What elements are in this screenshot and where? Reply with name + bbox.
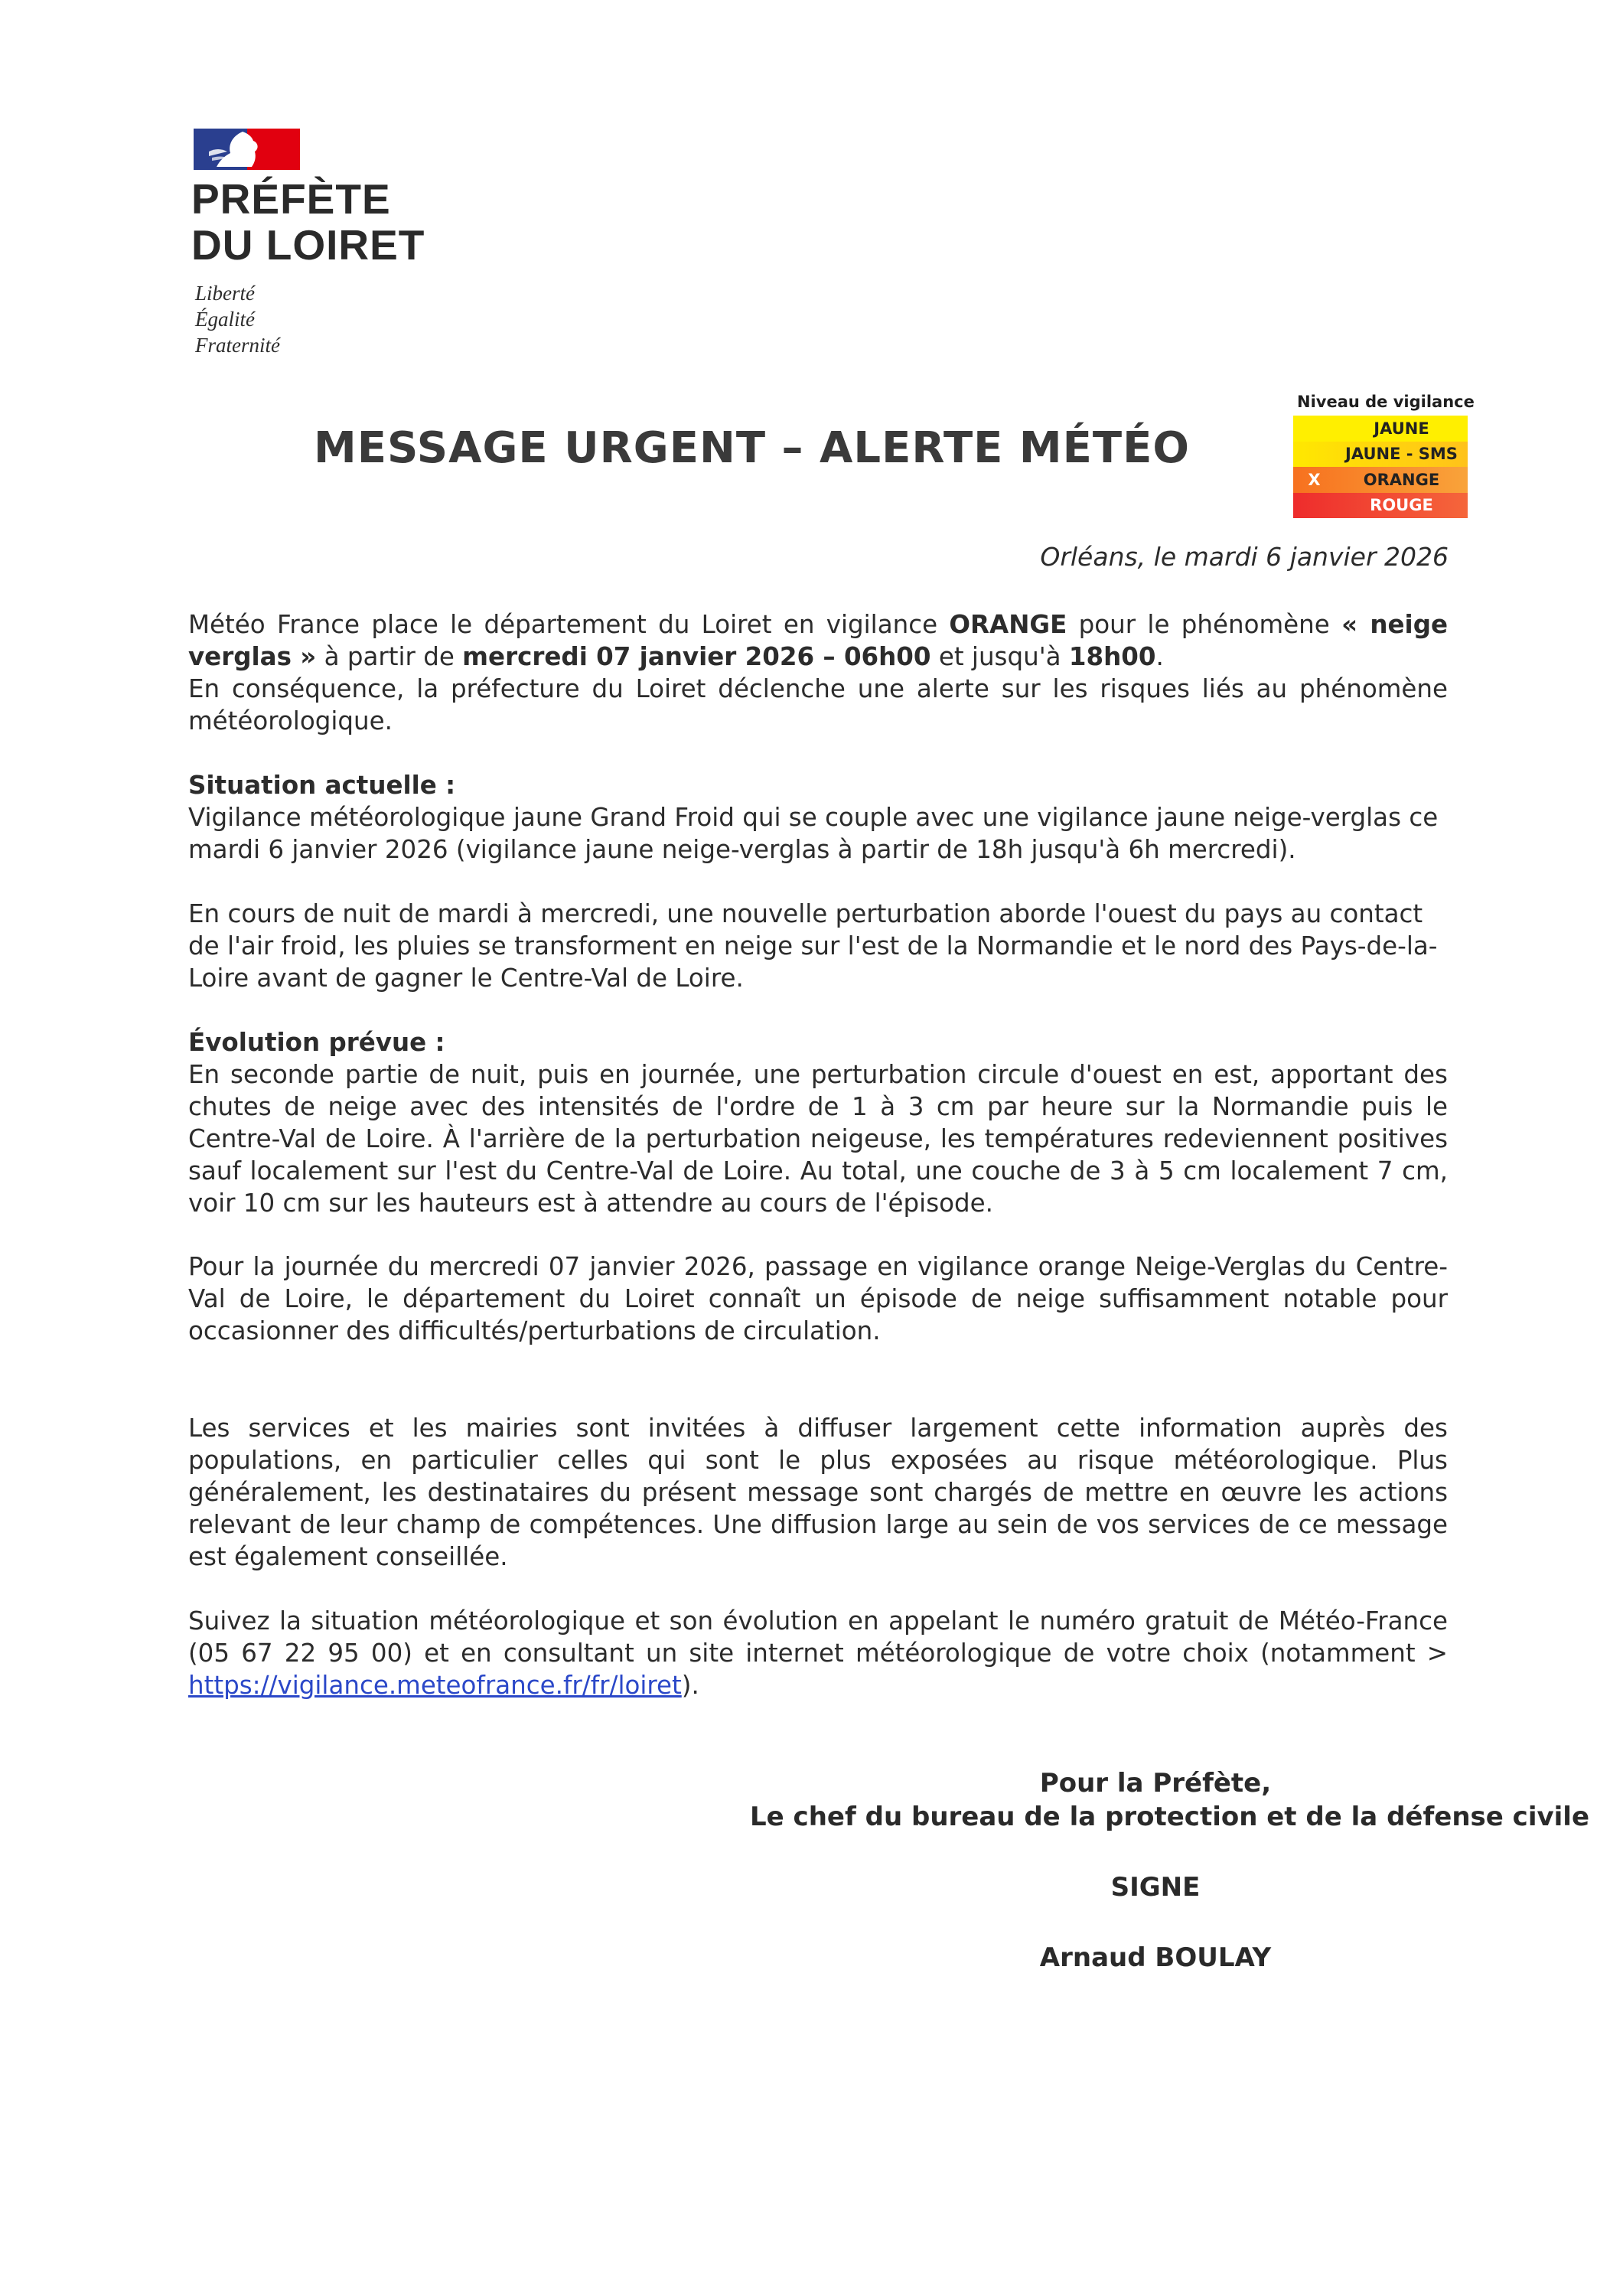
date-line: Orléans, le mardi 6 janvier 2026 bbox=[1040, 542, 1449, 572]
vigilance-level-table bbox=[1293, 416, 1468, 518]
vigilance-level-label: JAUNE bbox=[1374, 419, 1429, 438]
motto-liberte: Liberté bbox=[195, 282, 255, 305]
marianne-logo-icon bbox=[194, 129, 300, 170]
vigilance-level-label: JAUNE - SMS bbox=[1345, 445, 1458, 464]
vigilance-color-text: ORANGE bbox=[949, 610, 1067, 639]
evolution-section bbox=[188, 1026, 1448, 1219]
meteofrance-vigilance-link[interactable]: https://vigilance.meteofrance.fr/fr/loiret bbox=[188, 1671, 682, 1700]
prefecture-name-line2: DU LOIRET bbox=[191, 221, 425, 269]
vigilance-level-label: ROUGE bbox=[1370, 496, 1433, 515]
situation-paragraph-2: En cours de nuit de mardi à mercredi, une nouvelle perturbation aborde l'ouest du pays au contact de l'air froid, les pluies se transforment en neige sur l'est de la Normandie et le nord des Pays-de-la-Loire avant de gagner le Centre-Val de Loire. bbox=[188, 899, 1438, 993]
vigilance-level-orange bbox=[1293, 467, 1468, 493]
start-datetime: mercredi 07 janvier 2026 – 06h00 bbox=[462, 642, 931, 671]
vigilance-level-jaune bbox=[1293, 416, 1468, 442]
intro-section bbox=[188, 608, 1448, 737]
situation-heading: Situation actuelle : bbox=[188, 771, 456, 800]
signature-line-prefete: Pour la Préfète, bbox=[1039, 1768, 1272, 1799]
document-title: MESSAGE URGENT – ALERTE MÉTÉO bbox=[314, 423, 1190, 473]
prefecture-name-line1: PRÉFÈTE bbox=[191, 175, 391, 223]
situation-paragraph-1: Vigilance météorologique jaune Grand Froid qui se couple avec une vigilance jaune neige-verglas ce mardi 6 janvier 2026 (vigilance jaune neige-verglas à partir de 18h jusqu'à 6h mercredi). bbox=[188, 803, 1439, 864]
evolution-paragraph-2: Pour la journée du mercredi 07 janvier 2026, passage en vigilance orange Neige-Verglas du Centre-Val de Loire, le département du Loiret connaît un épisode de neige suffisamment notable pour occasionner des difficultés/perturbations de circulation. bbox=[188, 1252, 1448, 1345]
prefecture-name bbox=[191, 176, 425, 268]
services-section bbox=[188, 1412, 1448, 1573]
motto-egalite: Égalité bbox=[195, 308, 255, 331]
phenomenon-text: « neige verglas » bbox=[188, 610, 1448, 671]
vigilance-level-jaune-sms bbox=[1293, 442, 1468, 468]
vigilance-selected-mark: X bbox=[1308, 470, 1321, 489]
signature-signe: SIGNE bbox=[1110, 1872, 1201, 1903]
signature-block bbox=[750, 1766, 1589, 1975]
signature-line-chef: Le chef du bureau de la protection et de la défense civile bbox=[750, 1802, 1589, 1832]
intro-paragraph: Météo France place le département du Loiret en vigilance ORANGE pour le phénomène « neige verglas » à partir de mercredi 07 janvier 2026 – 06h00 et jusqu'à 18h00. bbox=[188, 610, 1448, 671]
end-time: 18h00 bbox=[1068, 642, 1156, 671]
situation-section-2 bbox=[188, 898, 1448, 994]
consequence-paragraph: En conséquence, la préfecture du Loiret déclenche une alerte sur les risques liés au phénomène météorologique. bbox=[188, 674, 1448, 735]
signatory-name: Arnaud BOULAY bbox=[1039, 1942, 1272, 1973]
services-paragraph: Les services et les mairies sont invitées à diffuser largement cette information auprès des populations, en particulier celles qui sont le plus exposées au risque météorologique. Plus généralement, les destinataires du présent message sont chargés de mettre en œuvre les actions relevant de leur champ de compétences. Une diffusion large au sein de vos services de ce message est également conseillée. bbox=[188, 1414, 1448, 1571]
follow-section bbox=[188, 1605, 1448, 1701]
republic-motto bbox=[195, 280, 280, 358]
vigilance-caption: Niveau de vigilance bbox=[1297, 393, 1475, 411]
situation-section bbox=[188, 769, 1448, 866]
follow-paragraph: Suivez la situation météorologique et son évolution en appelant le numéro gratuit de Météo-France (05 67 22 95 00) et en consultant un site internet météorologique de votre choix (notamment > https://vigilance.meteofrance.fr/fr/loiret). bbox=[188, 1606, 1448, 1700]
vigilance-level-rouge bbox=[1293, 493, 1468, 519]
evolution-heading: Évolution prévue : bbox=[188, 1028, 445, 1057]
vigilance-level-label: ORANGE bbox=[1363, 470, 1440, 489]
evolution-paragraph-1: En seconde partie de nuit, puis en journée, une perturbation circule d'ouest en est, apportant des chutes de neige avec des intensités de l'ordre de 1 à 3 cm par heure sur la Normandie puis le Centre-Val de Loire. À l'arrière de la perturbation neigeuse, les températures redeviennent positives sauf localement sur l'est du Centre-Val de Loire. Au total, une couche de 3 à 5 cm localement 7 cm, voir 10 cm sur les hauteurs est à attendre au cours de l'épisode. bbox=[188, 1060, 1448, 1218]
motto-fraternite: Fraternité bbox=[195, 334, 280, 357]
evolution-section-2 bbox=[188, 1251, 1448, 1347]
